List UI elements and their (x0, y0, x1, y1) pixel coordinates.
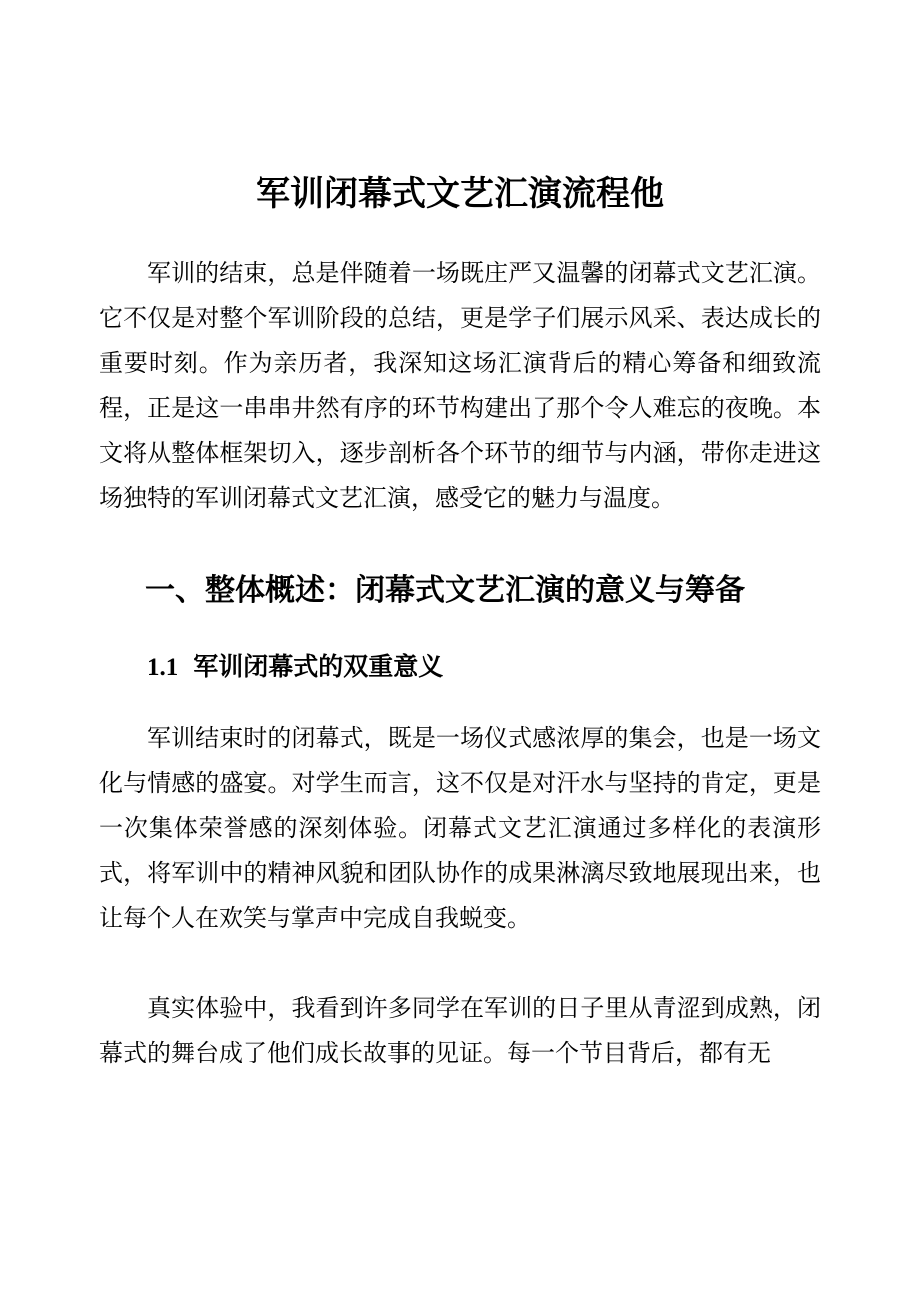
document-title: 军训闭幕式文艺汇演流程他 (256, 175, 664, 213)
subsection-1-1-heading (147, 648, 443, 687)
subsection-1-1-title: 军训闭幕式的双重意义 (193, 653, 444, 681)
subsection-1-1-number: 1.1 (147, 654, 179, 681)
intro-paragraph: 军训的结束，总是伴随着一场既庄严又温馨的闭幕式文艺汇演。它不仅是对整个军训阶段的总结，更是学子们展示风采、表达成长的重要时刻。作为亲历者，我深知这场汇演背后的精心筹备和细致流程，正是这一串串井然有序的环节构建出了那个令人难忘的夜晚。本文将从整体框架切入，逐步剖析各个环节的细节与内涵，带你走进这场独特的军训闭幕式文艺汇演，感受它的魅力与温度。 (99, 261, 821, 512)
subsection-paragraph-2: 真实体验中，我看到许多同学在军训的日子里从青涩到成熟，闭幕式的舞台成了他们成长故事的见证。每一个节目背后，都有无 (99, 996, 821, 1067)
subsection-paragraph-1: 军训结束时的闭幕式，既是一场仪式感浓厚的集会，也是一场文化与情感的盛宴。对学生而言，这不仅是对汗水与坚持的肯定，更是一次集体荣誉感的深刻体验。闭幕式文艺汇演通过多样化的表演形式，将军训中的精神风貌和团队协作的成果淋漓尽致地展现出来，也让每个人在欢笑与掌声中完成自我蜕变。 (99, 726, 821, 932)
section-1-heading: 一、整体概述：闭幕式文艺汇演的意义与筹备 (145, 574, 745, 607)
